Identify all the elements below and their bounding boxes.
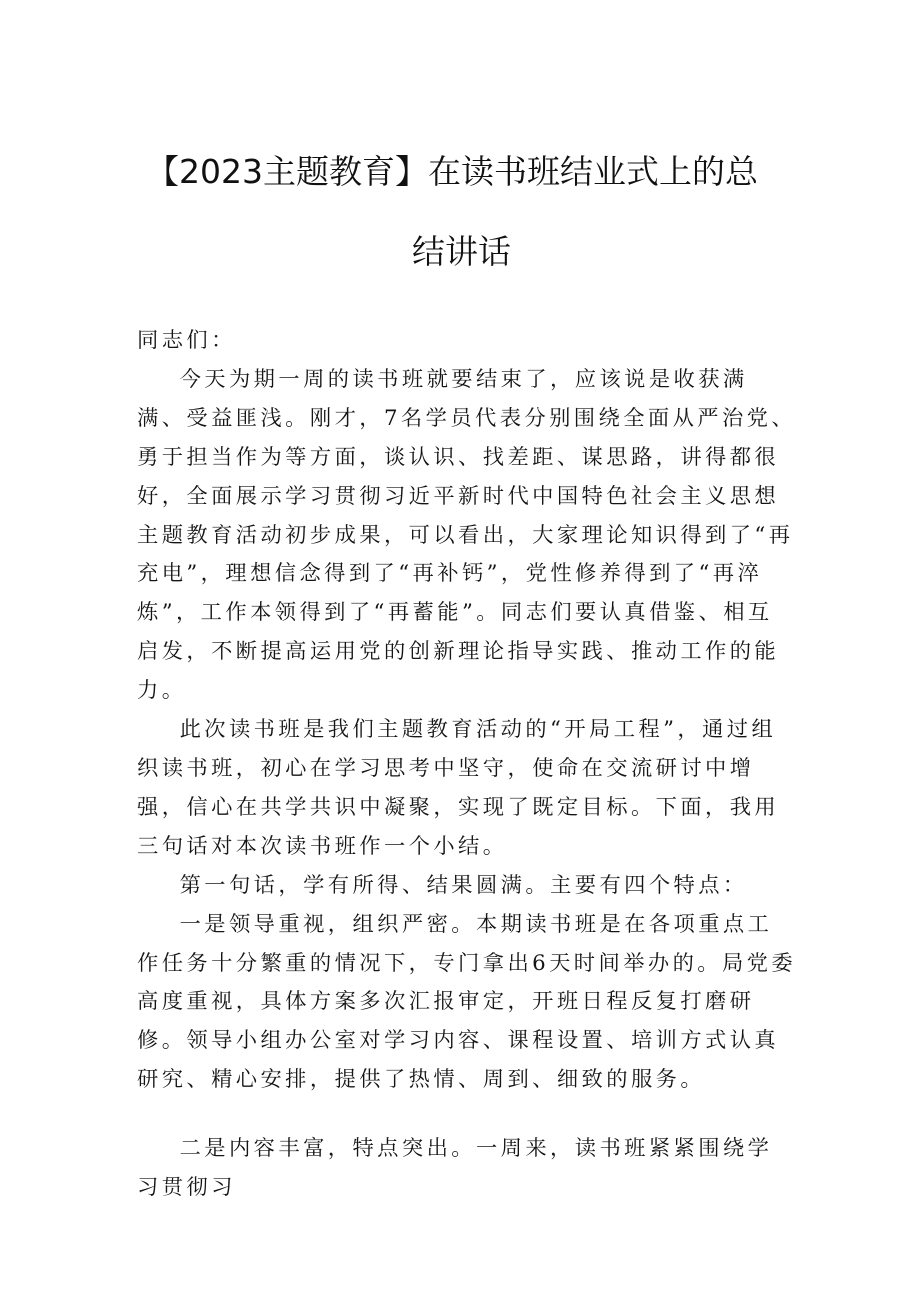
- greeting: 同志们：: [137, 328, 236, 353]
- paragraph-3: 第一句话，学有所得、结果圆满。主要有四个特点：: [179, 872, 748, 898]
- paragraph-5: 二是内容丰富，特点突出。一周来，读书班紧紧围绕学习贯彻习: [137, 1136, 773, 1201]
- document-title-line-1: 【2023主题教育】在读书班结业式上的总: [146, 152, 758, 191]
- document-body: [137, 322, 797, 1208]
- paragraph-2: 此次读书班是我们主题教育活动的“开局工程”，通过组织读书班，初心在学习思考中坚守，使命在交流研讨中增强，信心在共学共识中凝聚，实现了既定目标。下面，我用三句话对本次读书班作一个小结。: [137, 717, 780, 859]
- paragraph-spacer: [137, 1100, 797, 1130]
- document-title-line-2: 结讲话: [412, 232, 511, 271]
- paragraph-1: 今天为期一周的读书班就要结束了，应该说是收获满满、受益匪浅。刚才，7名学员代表分别围绕全面从严治党、勇于担当作为等方面，谈认识、找差距、谋思路，讲得都很好，全面展示学习贯彻习近平新时代中国特色社会主义思想主题教育活动初步成果，可以看出，大家理论知识得到了“再充电”，理想信念得到了“再补钙”，党性修养得到了“再淬炼”，工作本领得到了“再蓄能”。同志们要认真借鉴、相互启发，不断提高运用党的创新理论指导实践、推动工作的能力。: [137, 366, 797, 704]
- paragraph-4: 一是领导重视，组织严密。本期读书班是在各项重点工作任务十分繁重的情况下，专门拿出6天时间举办的。局党委高度重视，具体方案多次汇报审定，开班日程反复打磨研修。领导小组办公室对学习内容、课程设置、培训方式认真研究、精心安排，提供了热情、周到、细致的服务。: [137, 911, 797, 1093]
